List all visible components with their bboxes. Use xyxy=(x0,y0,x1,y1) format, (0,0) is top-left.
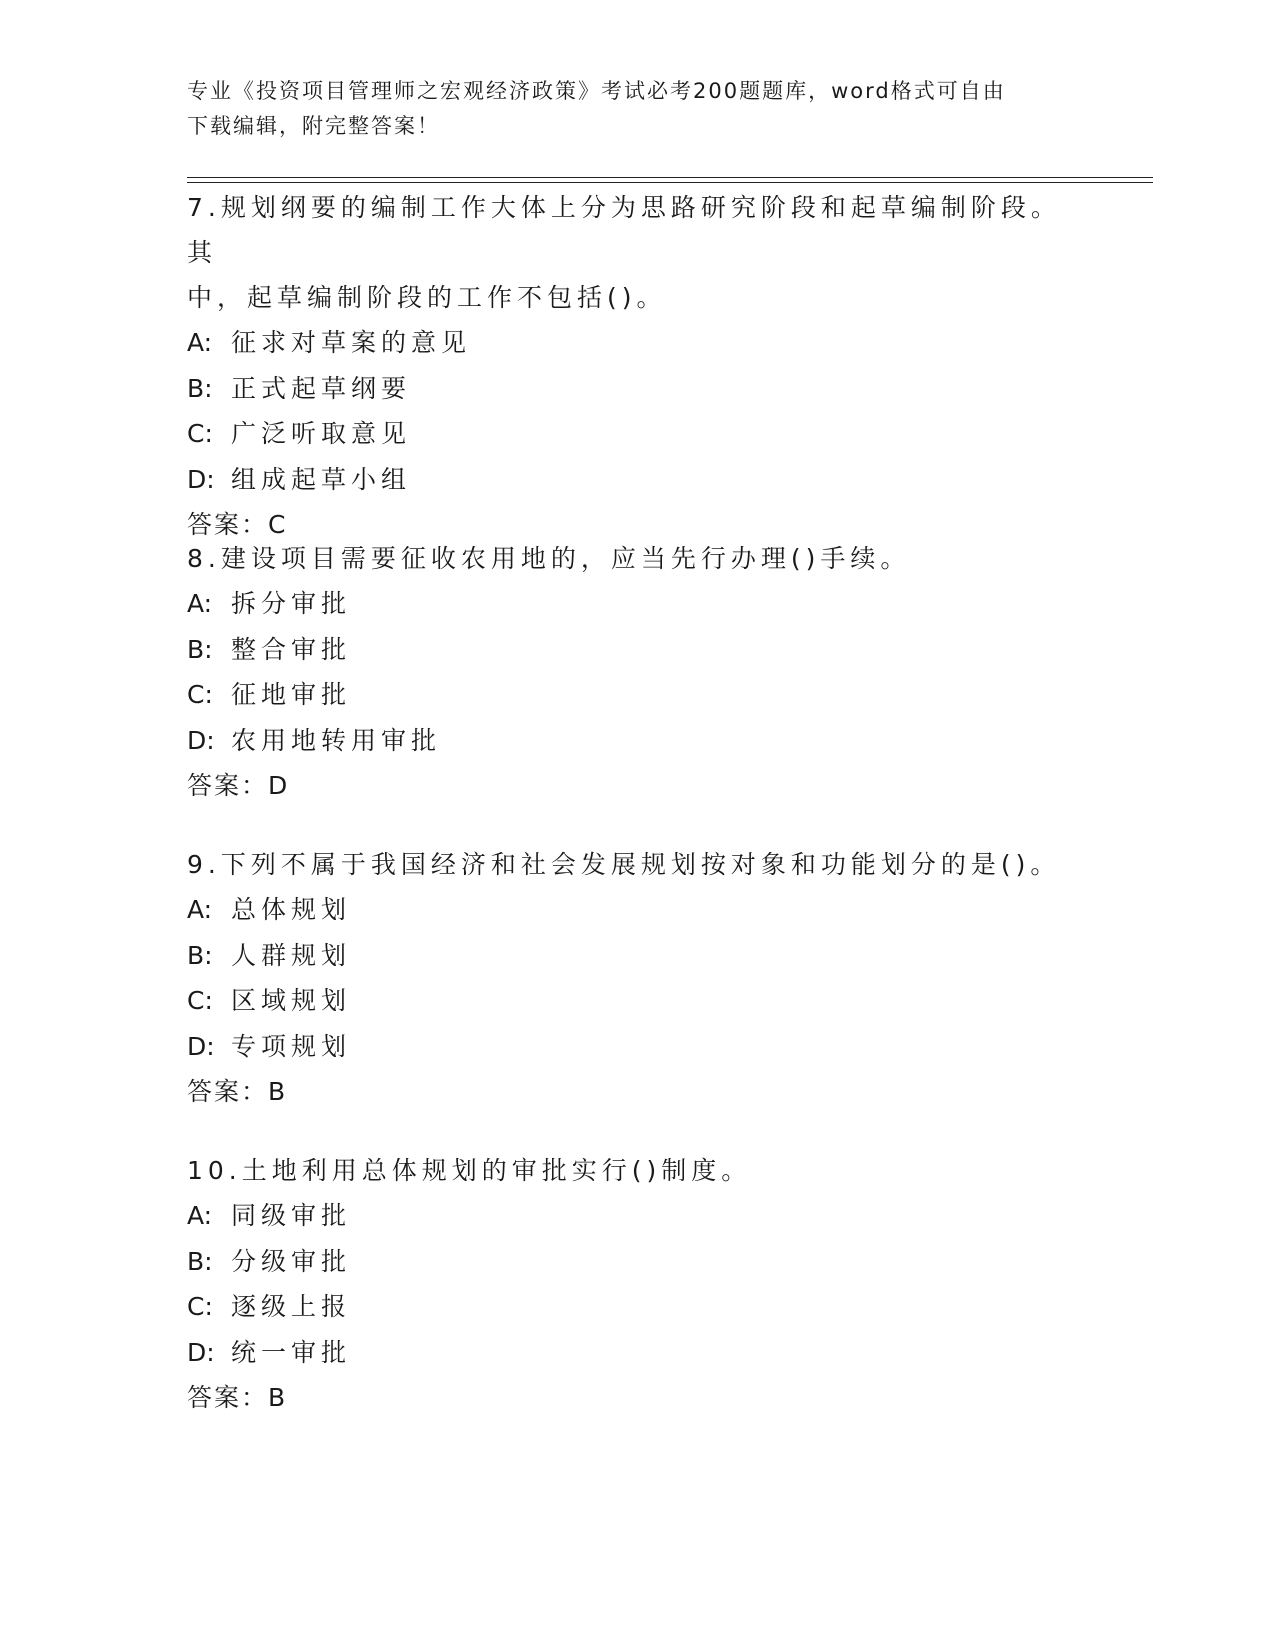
option-text: 整合审批 xyxy=(231,634,352,664)
option-c xyxy=(187,978,1067,1024)
option-text: 逐级上报 xyxy=(231,1292,352,1321)
option-text: 专项规划 xyxy=(231,1031,352,1061)
option-a xyxy=(187,581,1067,627)
header-divider-top xyxy=(187,177,1153,178)
option-d xyxy=(187,718,1067,764)
option-key: C: xyxy=(187,680,213,709)
option-c xyxy=(187,1284,1067,1330)
option-c xyxy=(187,672,1067,718)
option-key: D: xyxy=(187,1031,215,1061)
option-key: A: xyxy=(187,895,213,924)
question-stem: 10.土地利用总体规划的审批实行()制度。 xyxy=(187,1156,752,1185)
option-key: C: xyxy=(187,419,213,448)
question-9 xyxy=(187,842,1067,1115)
option-key: C: xyxy=(187,986,213,1015)
header-line-1: 专业《投资项目管理师之宏观经济政策》考试必考200题题库，word格式可自由 xyxy=(187,79,1006,103)
answer-value: B xyxy=(268,1077,287,1106)
option-text: 拆分审批 xyxy=(231,589,352,618)
option-key: C: xyxy=(187,1292,213,1321)
option-d xyxy=(187,1024,1067,1070)
option-text: 农用地转用审批 xyxy=(231,725,442,755)
option-text: 分级审批 xyxy=(231,1246,352,1276)
option-text: 人群规划 xyxy=(231,940,352,970)
option-text: 征求对草案的意见 xyxy=(231,328,472,357)
option-key: B: xyxy=(187,940,213,970)
header-line-2: 下载编辑，附完整答案！ xyxy=(187,114,440,138)
answer-label: 答案： xyxy=(187,1383,269,1412)
option-key: A: xyxy=(187,589,213,618)
answer-line xyxy=(187,1069,1067,1115)
option-text: 组成起草小组 xyxy=(231,464,412,494)
option-d xyxy=(187,457,1067,503)
answer-label: 答案： xyxy=(187,1077,269,1106)
answer-value: B xyxy=(268,1383,287,1412)
option-key: A: xyxy=(187,328,213,357)
answer-line xyxy=(187,763,1067,809)
option-text: 总体规划 xyxy=(231,895,352,924)
option-a xyxy=(187,887,1067,933)
option-key: B: xyxy=(187,373,213,403)
option-key: A: xyxy=(187,1201,213,1230)
option-text: 正式起草纲要 xyxy=(231,373,412,403)
option-text: 统一审批 xyxy=(231,1337,352,1367)
option-b xyxy=(187,366,1067,412)
option-text: 广泛听取意见 xyxy=(231,419,412,448)
option-b xyxy=(187,933,1067,979)
option-text: 区域规划 xyxy=(231,986,352,1015)
option-d xyxy=(187,1330,1067,1376)
question-stem: 9.下列不属于我国经济和社会发展规划按对象和功能划分的是()。 xyxy=(187,850,1061,879)
option-key: D: xyxy=(187,1337,215,1367)
option-text: 同级审批 xyxy=(231,1201,352,1230)
answer-line xyxy=(187,1375,1067,1421)
answer-label: 答案： xyxy=(187,510,269,539)
option-text: 征地审批 xyxy=(231,680,352,709)
question-stem: 7.规划纲要的编制工作大体上分为思路研究阶段和起草编制阶段。其 xyxy=(187,193,1061,267)
document-header xyxy=(187,74,1067,144)
question-10 xyxy=(187,1148,1067,1421)
option-key: B: xyxy=(187,634,213,664)
question-7 xyxy=(187,185,1067,548)
option-key: D: xyxy=(187,464,215,494)
option-a xyxy=(187,1193,1067,1239)
option-key: D: xyxy=(187,725,215,755)
option-b xyxy=(187,627,1067,673)
option-key: B: xyxy=(187,1246,213,1276)
answer-label: 答案： xyxy=(187,771,269,800)
option-b xyxy=(187,1239,1067,1285)
answer-value: C xyxy=(268,510,287,539)
answer-value: D xyxy=(268,771,289,800)
question-stem: 8.建设项目需要征收农用地的，应当先行办理()手续。 xyxy=(187,544,911,573)
question-stem-continued: 中，起草编制阶段的工作不包括()。 xyxy=(187,283,667,312)
question-8 xyxy=(187,536,1067,809)
option-c xyxy=(187,411,1067,457)
header-divider-bottom xyxy=(187,182,1153,183)
option-a xyxy=(187,320,1067,366)
